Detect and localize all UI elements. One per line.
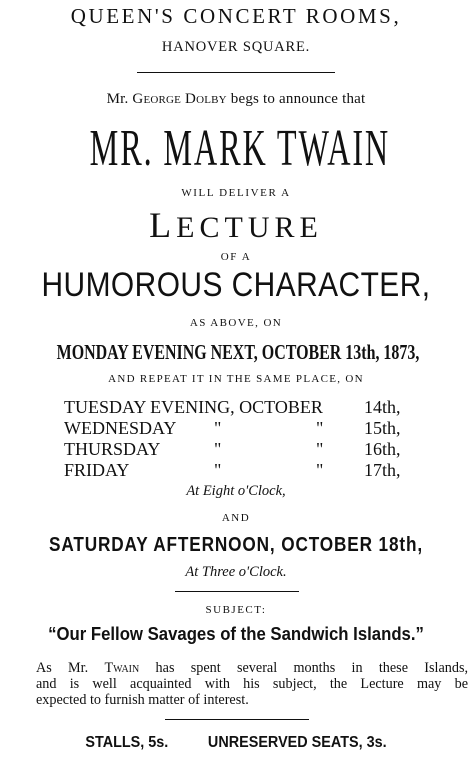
- schedule-day: TUESDAY EVENING, OCTOBER: [64, 397, 323, 417]
- afternoon-time: At Three o'Clock.: [185, 564, 287, 580]
- description-line: and is well acquainted with his subject, the Lecture may be: [36, 676, 468, 692]
- schedule-day: THURSDAY: [64, 439, 161, 459]
- ditto-mark: ": [214, 439, 222, 459]
- announcement-line: [0, 92, 472, 107]
- ditto-mark: ": [214, 460, 222, 480]
- venue-address: HANOVER SQUARE.: [161, 39, 311, 55]
- of-a-text: OF A: [220, 251, 252, 263]
- description-prefix: As Mr.: [36, 660, 89, 676]
- schedule-date: 16th,: [364, 439, 401, 459]
- description-line: expected to furnish matter of interest.: [36, 692, 249, 708]
- schedule-day: WEDNESDAY: [64, 418, 177, 438]
- schedule-date: 15th,: [364, 418, 401, 438]
- speaker-name: MR. MARK TWAIN: [89, 120, 391, 177]
- prices-line: [24, 735, 449, 751]
- schedule-date: 14th,: [364, 397, 401, 417]
- description-suffix: has spent several months in these Islands,: [155, 660, 469, 676]
- lecture-initial: L: [149, 205, 177, 245]
- as-above-text: AS ABOVE, ON: [189, 317, 283, 329]
- venue-heading: QUEEN'S CONCERT ROOMS,: [70, 4, 402, 28]
- stalls-price: STALLS, 5s.: [85, 734, 169, 751]
- ditto-mark: ": [316, 439, 324, 459]
- will-deliver-text: WILL DELIVER A: [181, 187, 291, 199]
- evening-time: At Eight o'Clock,: [186, 483, 286, 499]
- announcement-suffix: begs to announce that: [230, 91, 366, 107]
- lecture-title: “Our Fellow Savages of the Sandwich Islands.”: [48, 624, 424, 644]
- announcer-name: George Dolby: [132, 91, 227, 107]
- divider-2: [175, 591, 299, 592]
- ditto-mark: ": [316, 418, 324, 438]
- description-name: Twain: [104, 660, 140, 676]
- announcement-prefix: Mr.: [106, 91, 129, 107]
- monday-date-line: MONDAY EVENING NEXT, OCTOBER 13th, 1873,: [56, 340, 420, 364]
- and-text: AND: [221, 512, 251, 524]
- description-paragraph: [36, 660, 468, 708]
- repeat-text: AND REPEAT IT IN THE SAME PLACE, ON: [108, 373, 364, 385]
- humorous-character-heading: HUMOROUS CHARACTER,: [41, 266, 431, 304]
- schedule-date: 17th,: [364, 460, 401, 480]
- ditto-mark: ": [316, 460, 324, 480]
- ditto-mark: ": [214, 418, 222, 438]
- unreserved-price: UNRESERVED SEATS, 3s.: [207, 734, 387, 751]
- lecture-rest: ECTURE: [176, 211, 323, 244]
- divider-3: [165, 719, 309, 720]
- description-line: [36, 660, 468, 676]
- divider-1: [137, 72, 335, 73]
- subject-label: SUBJECT:: [205, 604, 267, 616]
- lecture-heading: [0, 207, 472, 243]
- schedule-day: FRIDAY: [64, 460, 130, 480]
- saturday-date-line: SATURDAY AFTERNOON, OCTOBER 18th,: [48, 534, 424, 556]
